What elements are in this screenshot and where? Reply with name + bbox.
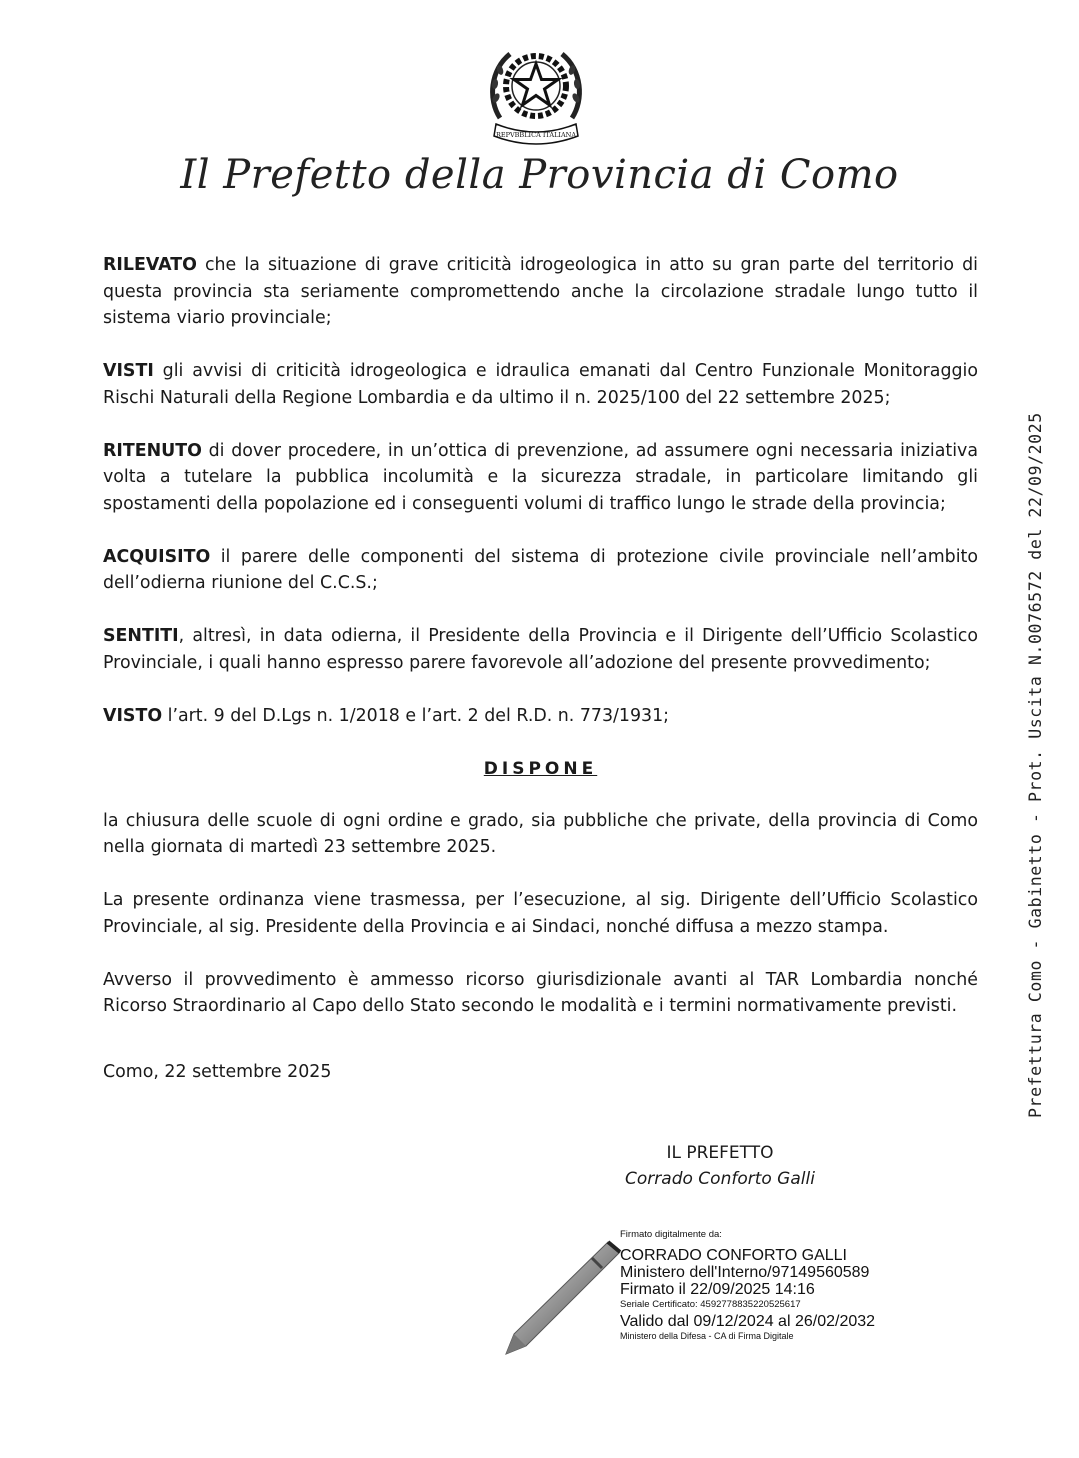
republic-emblem-icon xyxy=(486,40,586,150)
signature-stamp-label: Firmato digitalmente da: xyxy=(620,1229,722,1240)
paragraph-lead: RITENUTO xyxy=(103,440,202,461)
signature-stamp-date: Firmato il 22/09/2025 14:16 xyxy=(620,1281,815,1298)
dispone-heading: DISPONE xyxy=(483,758,598,779)
disposition-closure: la chiusura delle scuole di ogni ordine e grado, sia pubbliche che private, della provincia di Como nella giornata di martedì 23 settembre 2025. xyxy=(103,810,978,857)
paragraph-sentiti xyxy=(103,623,978,676)
paragraph-visti xyxy=(103,358,978,411)
signature-block xyxy=(580,1140,860,1192)
paragraph-acquisito xyxy=(103,544,978,597)
paragraph-text: gli avvisi di criticità idrogeologica e idraulica emanati dal Centro Funzionale Monitoraggio Rischi Naturali della Regione Lombardia e da ultimo il n. 2025/100 del 22 settembre 2025; xyxy=(103,361,978,408)
paragraph-text: l’art. 9 del D.Lgs n. 1/2018 e l’art. 2 del R.D. n. 773/1931; xyxy=(162,705,670,726)
paragraph-lead: VISTI xyxy=(103,361,154,381)
paragraph-visto xyxy=(103,703,978,730)
signature-stamp-ca: Ministero della Difesa - CA di Firma Digitale xyxy=(620,1331,794,1341)
disposition-appeal: Avverso il provvedimento è ammesso ricorso giurisdizionale avanti al TAR Lombardia nonché Ricorso Straordinario al Capo dello Stato secondo le modalità e i termini normativamente previsti. xyxy=(103,969,978,1016)
disposition-transmission: La presente ordinanza viene trasmessa, per l’esecuzione, al sig. Dirigente dell’Ufficio Scolastico Provinciale, al sig. Presidente della Provincia e ai Sindaci, nonché diffusa a mezzo stampa. xyxy=(103,890,978,937)
digital-signature-stamp xyxy=(496,1228,936,1358)
signature-stamp-signer: CORRADO CONFORTO GALLI xyxy=(620,1247,847,1264)
paragraph-lead: ACQUISITO xyxy=(103,546,211,567)
signature-title: IL PREFETTO xyxy=(666,1143,774,1163)
paragraph-lead: SENTITI xyxy=(103,626,179,646)
office-title: Il Prefetto della Provincia di Como xyxy=(180,152,899,198)
document-body xyxy=(103,252,978,1046)
protocol-stamp: Prefettura Como - Gabinetto - Prot. Uscita N.0076572 del 22/09/2025 xyxy=(1026,412,1045,1118)
paragraph-text: di dover procedere, in un’ottica di prevenzione, ad assumere ogni necessaria iniziativa volta a tutelare la pubblica incolumità e la sicurezza stradale, in particolare limitando gli spostamenti della popolazione ed i conseguenti volumi di traffico lungo le strade della provincia; xyxy=(103,440,978,514)
emblem-label: REPVBBLICA ITALIANA xyxy=(495,131,577,139)
paragraph-text: che la situazione di grave criticità idrogeologica in atto su gran parte del territorio di questa provincia sta seriamente compromettendo anche la circolazione stradale lungo tutto il sistema viario provinciale; xyxy=(103,255,978,328)
signature-stamp-org: Ministero dell'Interno/97149560589 xyxy=(620,1264,870,1281)
signature-stamp-serial: Seriale Certificato: 4592778835220525617 xyxy=(620,1299,801,1310)
paragraph-lead: VISTO xyxy=(103,705,163,726)
paragraph-text: il parere delle componenti del sistema di protezione civile provinciale nell’ambito dell’odierna riunione del C.C.S.; xyxy=(103,546,978,593)
paragraph-lead: RILEVATO xyxy=(103,255,197,275)
signature-name: Corrado Conforto Galli xyxy=(625,1169,815,1189)
paragraph-text: , altresì, in data odierna, il Presidente della Provincia e il Dirigente dell’Ufficio Scolastico Provinciale, i quali hanno espresso parere favorevole all’adozione del presente provvedimento; xyxy=(103,626,978,673)
paragraph-rilevato xyxy=(103,252,978,332)
paragraph-ritenuto xyxy=(103,438,978,518)
signature-stamp-validity: Valido dal 09/12/2024 al 26/02/2032 xyxy=(620,1313,876,1330)
pen-icon xyxy=(496,1238,626,1358)
date-line: Como, 22 settembre 2025 xyxy=(103,1062,332,1082)
